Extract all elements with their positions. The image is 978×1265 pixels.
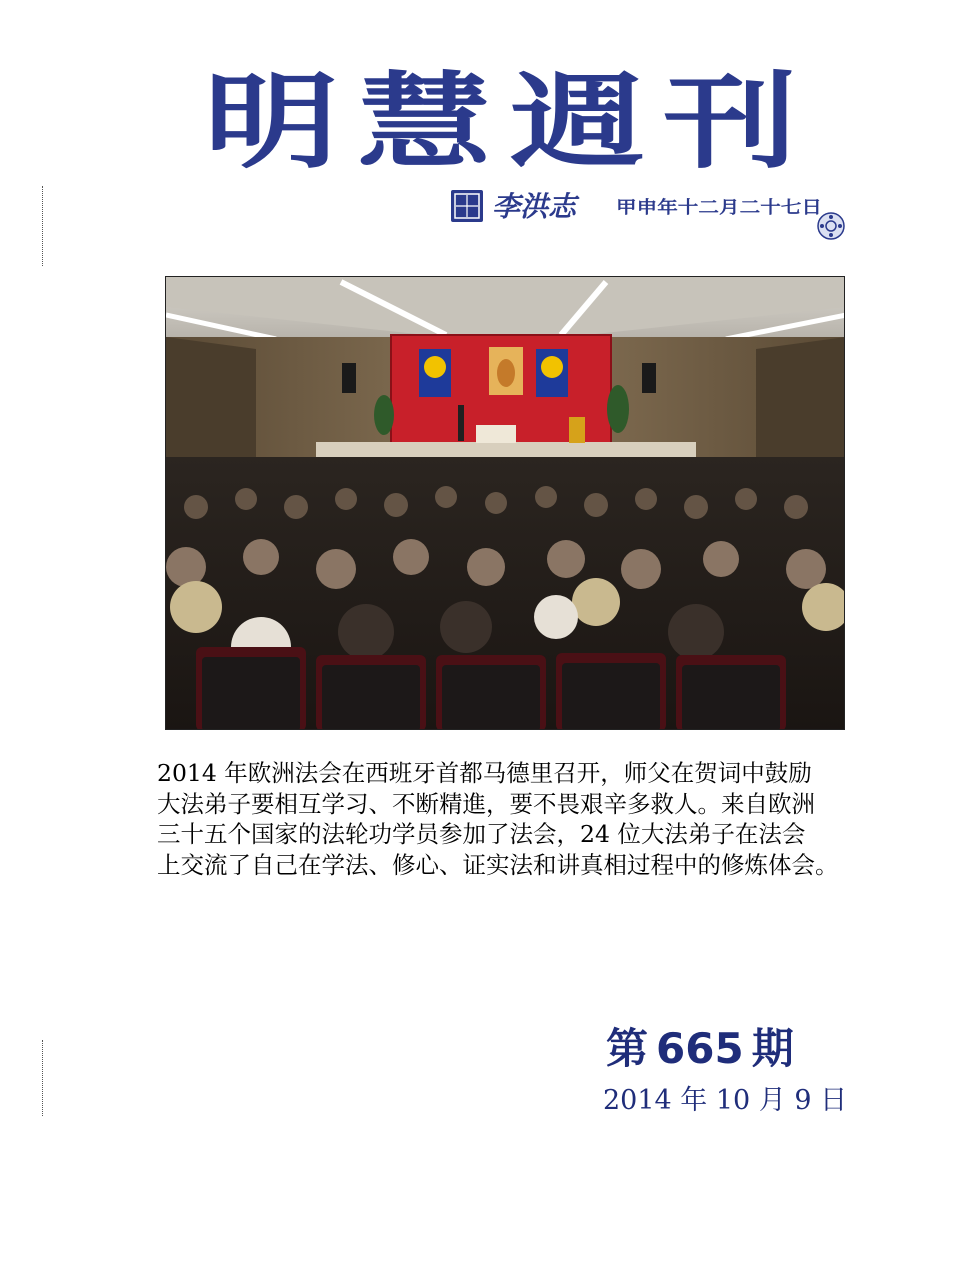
issue-date: 2014 年 10 月 9 日 — [603, 1085, 848, 1116]
caption-line: 上交流了自己在学法、修心、证实法和讲真相过程中的修炼体会。 — [157, 850, 839, 879]
masthead-title-text: 明慧週刊 — [204, 66, 816, 176]
caption-line: 三十五个国家的法轮功学员参加了法会，24 位大法弟子在法会 — [157, 820, 806, 848]
conference-photo — [165, 276, 845, 730]
issue-number — [606, 1016, 866, 1076]
margin-crop-mark-top — [42, 186, 43, 266]
falun-emblem-icon — [818, 213, 844, 239]
photo-caption — [157, 758, 861, 880]
issue-prefix: 第 — [606, 1024, 649, 1073]
conference-photo-illustration — [166, 277, 845, 730]
masthead — [112, 52, 860, 248]
masthead-title-calligraphy — [204, 66, 824, 176]
masthead-signature — [448, 184, 848, 244]
issue-suffix: 期 — [751, 1024, 794, 1073]
signature-name: 李洪志 — [492, 190, 577, 223]
signature-date: 甲申年十二月二十七日 — [616, 198, 786, 218]
caption-line: 2014 年欧洲法会在西班牙首都马德里召开，师父在贺词中鼓励 — [157, 759, 812, 787]
margin-crop-mark-bottom — [42, 1040, 43, 1116]
seal-stamp-icon — [451, 190, 483, 222]
issue-number-value: 665 — [656, 1024, 744, 1073]
caption-line: 大法弟子要相互学习、不断精進，要不畏艰辛多救人。来自欧洲 — [157, 789, 815, 818]
